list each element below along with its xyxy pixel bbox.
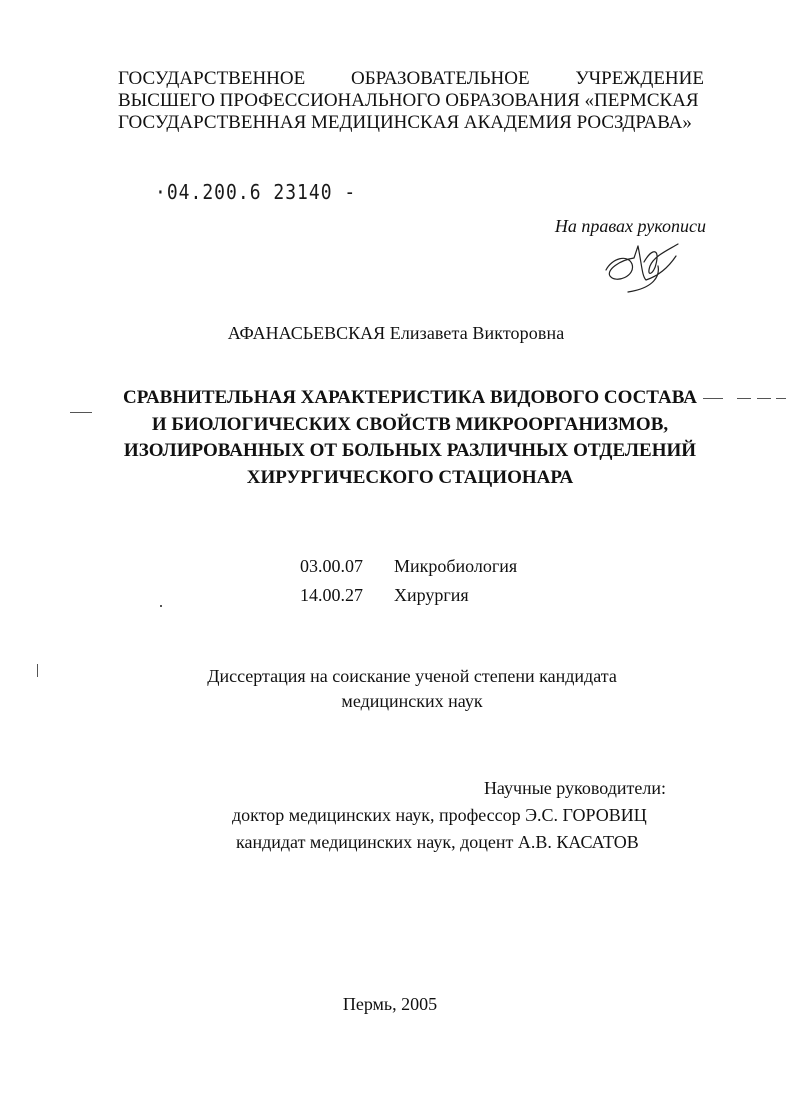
supervisor-entry: кандидат медицинских наук, доцент А.В. КАСАТОВ [236, 832, 639, 852]
handwritten-signature [598, 236, 684, 296]
city-and-year: Пермь, 2005 [342, 994, 438, 1014]
author-surname: АФАНАСЬЕВСКАЯ [227, 323, 386, 343]
specialty-code: 03.00.07 [300, 556, 363, 576]
institution-line-2: ВЫСШЕГО ПРОФЕССИОНАЛЬНОГО ОБРАЗОВАНИЯ «ПЕРМСКАЯ [118, 90, 699, 111]
institution-word: ОБРАЗОВАТЕЛЬНОЕ [351, 68, 530, 89]
title-line: СРАВНИТЕЛЬНАЯ ХАРАКТЕРИСТИКА ВИДОВОГО СОСТАВА [123, 387, 697, 408]
scan-artifact-tick [37, 664, 38, 677]
manuscript-rights-note: На правах рукописи [554, 216, 706, 236]
institution-word: ГОСУДАРСТВЕННОЕ [118, 68, 306, 89]
specialty-row [300, 552, 517, 581]
scan-artifact-dot [160, 605, 162, 607]
degree-line: медицинских наук [341, 691, 483, 711]
author-name [0, 323, 792, 344]
institution-line-1 [118, 68, 704, 90]
supervisors-block [200, 775, 680, 856]
supervisor-entry: доктор медицинских наук, профессор Э.С. ГОРОВИЦ [232, 805, 647, 825]
supervisors-heading: Научные руководители: [483, 778, 666, 798]
title-line: ИЗОЛИРОВАННЫХ ОТ БОЛЬНЫХ РАЗЛИЧНЫХ ОТДЕЛЕНИЙ [123, 440, 697, 461]
dissertation-title [80, 385, 740, 491]
registration-stamp-number: ·04.200.6 23140 - [155, 180, 357, 205]
scan-artifact-dash [776, 398, 786, 399]
scan-artifact-dash [737, 398, 751, 399]
institution-word: УЧРЕЖДЕНИЕ [575, 68, 704, 89]
specialty-code: 14.00.27 [300, 585, 363, 605]
title-line: ХИРУРГИЧЕСКОГО СТАЦИОНАРА [246, 466, 574, 488]
scan-artifact-dash [757, 398, 771, 399]
degree-line: Диссертация на соискание ученой степени кандидата [207, 666, 617, 686]
scan-artifact-dash [703, 398, 723, 399]
specialty-row [300, 581, 517, 610]
specialty-list [300, 552, 517, 610]
author-given-names: Елизавета Викторовна [389, 323, 565, 343]
institution-line-3: ГОСУДАРСТВЕННАЯ МЕДИЦИНСКАЯ АКАДЕМИЯ РОСЗДРАВА» [118, 112, 692, 133]
scan-artifact-dash [70, 412, 92, 413]
dissertation-degree-statement [0, 664, 792, 714]
institution-header [118, 68, 704, 134]
specialty-name: Хирургия [394, 585, 469, 605]
title-line: И БИОЛОГИЧЕСКИХ СВОЙСТВ МИКРООРГАНИЗМОВ, [151, 413, 669, 435]
specialty-name: Микробиология [394, 556, 518, 576]
